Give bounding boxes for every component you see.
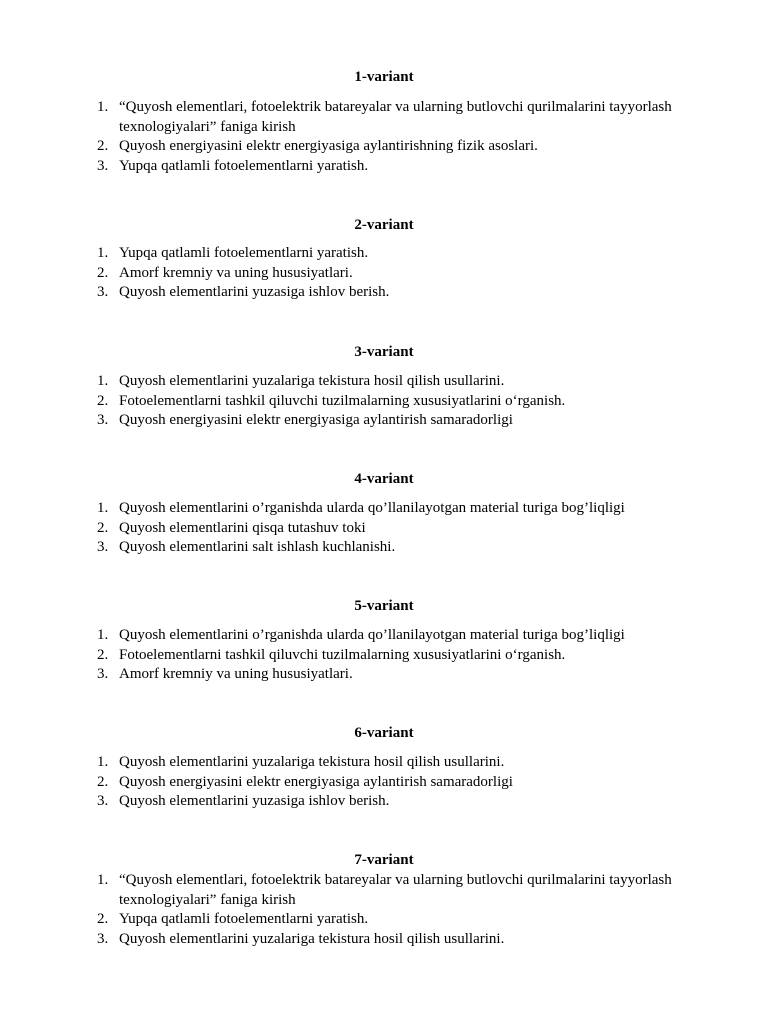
list-item [0,910,768,930]
question-list [0,871,768,949]
item-number: 1. [97,872,109,888]
question-list [0,626,768,685]
item-text: “Quyosh elementlari, fotoelektrik batareyalar va ularning butlovchi qurilmalarini tayyorlash texnologiyalari” faniga kirish [119,872,672,908]
item-text: Yupqa qatlamli fotoelementlarni yaratish. [119,157,369,174]
list-item [0,773,768,793]
item-text: Quyosh elementlarini salt ishlash kuchlanishi. [119,539,396,555]
item-text: “Quyosh elementlari, fotoelektrik batareyalar va ularning butlovchi qurilmalarini tayyorlash texnologiyalari” faniga kirish [119,99,672,135]
item-number: 3. [97,157,109,174]
list-item [0,665,768,685]
variant-section-4 [0,470,768,558]
variant-title: 7-variant [354,852,414,868]
question-list [0,98,768,176]
list-item [0,392,768,412]
variant-section-5 [0,597,768,685]
item-number: 2. [97,519,109,536]
item-text: Yupqa qatlamli fotoelementlarni yaratish. [119,245,369,261]
list-item [0,519,768,539]
list-item [0,372,768,392]
list-item [0,646,768,666]
item-number: 3. [97,412,109,428]
item-text: Quyosh elementlarini yuzasiga ishlov berish. [119,793,390,809]
list-item [0,871,768,910]
item-text: Quyosh elementlarini o’rganishda ularda qo’llanilayotgan material turiga bog’liqligi [119,500,625,516]
list-item [0,792,768,812]
item-number: 2. [97,773,109,790]
item-text: Quyosh elementlarini yuzalariga tekistura hosil qilish usullarini. [119,930,505,947]
item-number: 1. [97,627,109,643]
list-item [0,137,768,157]
item-number: 3. [97,666,109,682]
item-text: Quyosh elementlarini o’rganishda ularda qo’llanilayotgan material turiga bog’liqligi [119,627,625,643]
variant-section-1 [0,68,768,176]
item-number: 3. [97,930,109,947]
item-number: 2. [97,264,109,281]
item-number: 2. [97,646,109,663]
item-text: Fotoelementlarni tashkil qiluvchi tuzilmalarning xususiyatlarini o‘rganish. [119,646,566,663]
item-text: Quyosh elementlarini yuzalariga tekistura hosil qilish usullarini. [119,373,505,389]
list-item [0,264,768,284]
list-item [0,98,768,137]
question-list [0,753,768,812]
item-text: Quyosh elementlarini yuzalariga tekistura hosil qilish usullarini. [119,754,505,770]
variant-title: 5-variant [354,598,414,614]
item-text: Quyosh energiyasini elektr energiyasiga aylantirish samaradorligi [119,412,513,428]
variant-title: 2-variant [354,217,414,233]
item-number: 2. [97,911,109,927]
list-item [0,626,768,646]
item-number: 1. [97,245,109,261]
list-item [0,411,768,431]
item-number: 1. [97,99,109,115]
list-item [0,499,768,519]
variant-section-3 [0,343,768,431]
variant-title: 6-variant [354,725,414,741]
item-text: Quyosh elementlarini qisqa tutashuv toki [119,519,366,536]
item-text: Quyosh energiyasini elektr energiyasiga aylantirishning fizik asoslari. [119,138,538,154]
list-item [0,538,768,558]
list-item [0,244,768,264]
item-number: 2. [97,392,109,409]
variant-section-6 [0,724,768,812]
variant-title: 3-variant [354,344,414,360]
item-text: Fotoelementlarni tashkil qiluvchi tuzilmalarning xususiyatlarini o‘rganish. [119,392,566,409]
variant-title: 4-variant [354,471,414,487]
item-text: Quyosh elementlarini yuzasiga ishlov berish. [119,284,390,300]
variant-section-2 [0,216,768,303]
list-item [0,283,768,303]
question-list [0,372,768,431]
question-list [0,499,768,558]
item-text: Amorf kremniy va uning hususiyatlari. [119,666,353,682]
item-text: Yupqa qatlamli fotoelementlarni yaratish. [119,911,369,927]
item-text: Quyosh energiyasini elektr energiyasiga aylantirish samaradorligi [119,773,513,790]
list-item [0,157,768,177]
item-text: Amorf kremniy va uning hususiyatlari. [119,264,353,281]
question-list [0,244,768,303]
list-item [0,930,768,950]
item-number: 2. [97,138,109,154]
item-number: 1. [97,500,109,516]
list-item [0,753,768,773]
item-number: 3. [97,539,109,555]
variant-section-7 [0,851,768,949]
item-number: 1. [97,754,109,770]
item-number: 1. [97,373,109,389]
item-number: 3. [97,284,109,300]
item-number: 3. [97,793,109,809]
variant-title: 1-variant [354,69,414,85]
